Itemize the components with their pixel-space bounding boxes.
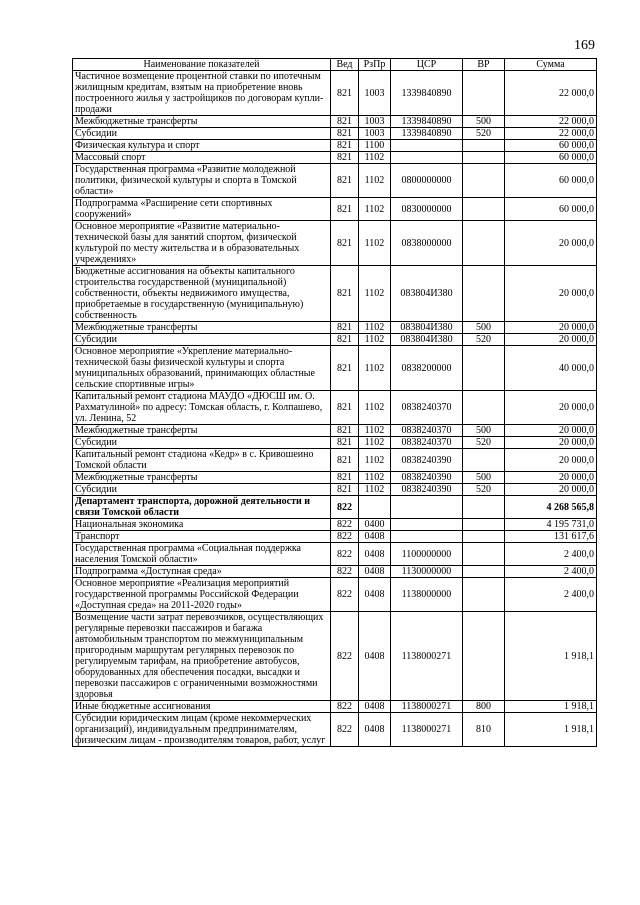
table-row <box>73 322 597 334</box>
row-sum: 20 000,0 <box>505 449 597 472</box>
row-ved: 821 <box>331 391 359 425</box>
row-rzpr: 1102 <box>359 472 391 484</box>
row-csr: 0830000000 <box>391 198 463 221</box>
row-name: Транспорт <box>73 531 331 543</box>
table-row <box>73 152 597 164</box>
row-rzpr: 0408 <box>359 713 391 747</box>
row-vr <box>463 221 505 266</box>
row-name: Национальная экономика <box>73 519 331 531</box>
table-row <box>73 334 597 346</box>
row-name: Основное мероприятие «Развитие материально-технической базы для занятий спортом, физической культурой по месту жительства и в образовательных учреждениях» <box>73 221 331 266</box>
table-row <box>73 701 597 713</box>
row-vr <box>463 266 505 322</box>
row-ved: 821 <box>331 346 359 391</box>
row-sum: 1 918,1 <box>505 701 597 713</box>
row-sum: 60 000,0 <box>505 140 597 152</box>
table-row <box>73 578 597 612</box>
row-name: Иные бюджетные ассигнования <box>73 701 331 713</box>
row-rzpr: 1100 <box>359 140 391 152</box>
row-rzpr: 1102 <box>359 391 391 425</box>
row-csr: 1138000271 <box>391 612 463 701</box>
row-vr: 500 <box>463 472 505 484</box>
header-rzpr: РзПр <box>359 59 391 71</box>
row-sum: 2 400,0 <box>505 578 597 612</box>
row-ved: 821 <box>331 334 359 346</box>
row-rzpr: 1102 <box>359 198 391 221</box>
row-rzpr <box>359 496 391 519</box>
row-sum: 2 400,0 <box>505 566 597 578</box>
row-csr: 1130000000 <box>391 566 463 578</box>
row-ved: 822 <box>331 713 359 747</box>
row-csr <box>391 531 463 543</box>
row-vr <box>463 531 505 543</box>
row-vr <box>463 543 505 566</box>
table-body <box>73 71 597 747</box>
row-csr: 0838240370 <box>391 425 463 437</box>
row-rzpr: 0408 <box>359 543 391 566</box>
row-rzpr: 1102 <box>359 449 391 472</box>
row-sum: 1 918,1 <box>505 713 597 747</box>
row-rzpr: 1003 <box>359 116 391 128</box>
row-name: Межбюджетные трансферты <box>73 425 331 437</box>
table-row <box>73 713 597 747</box>
row-name: Межбюджетные трансферты <box>73 322 331 334</box>
row-csr: 083804И380 <box>391 322 463 334</box>
row-rzpr: 1102 <box>359 322 391 334</box>
row-csr: 1138000271 <box>391 701 463 713</box>
row-ved: 821 <box>331 266 359 322</box>
table-row <box>73 496 597 519</box>
row-vr: 500 <box>463 322 505 334</box>
table-row <box>73 519 597 531</box>
row-name: Бюджетные ассигнования на объекты капитального строительства государственной (муниципальной) собственности, объекты недвижимого имущества, приобретаемые в государственную (муниципальную) собственность <box>73 266 331 322</box>
row-rzpr: 0408 <box>359 566 391 578</box>
row-vr <box>463 164 505 198</box>
table-row <box>73 391 597 425</box>
table-header-row <box>73 59 597 71</box>
table-row <box>73 425 597 437</box>
table-row <box>73 266 597 322</box>
row-rzpr: 1102 <box>359 484 391 496</box>
page-number: 169 <box>574 38 595 53</box>
row-sum: 22 000,0 <box>505 116 597 128</box>
row-ved: 822 <box>331 701 359 713</box>
table-row <box>73 531 597 543</box>
row-name: Межбюджетные трансферты <box>73 116 331 128</box>
row-ved: 821 <box>331 484 359 496</box>
row-ved: 821 <box>331 437 359 449</box>
row-sum: 60 000,0 <box>505 152 597 164</box>
table-row <box>73 346 597 391</box>
header-sum: Сумма <box>505 59 597 71</box>
table-row <box>73 221 597 266</box>
row-vr: 520 <box>463 437 505 449</box>
row-name: Субсидии <box>73 484 331 496</box>
row-ved: 822 <box>331 578 359 612</box>
table-row <box>73 140 597 152</box>
row-ved: 821 <box>331 425 359 437</box>
row-name: Возмещение части затрат перевозчиков, осуществляющих регулярные перевозки пассажиров и багажа автомобильным транспортом по межмуниципальным пригородным маршрутам регулярных перевозок по регулируемым тарифам, на приобретение автобусов, оборудованных для обеспечения посадки, высадки и перевозки пассажиров с ограниченными возможностями здоровья <box>73 612 331 701</box>
row-csr: 1339840890 <box>391 71 463 116</box>
table-row <box>73 198 597 221</box>
row-ved: 821 <box>331 116 359 128</box>
row-rzpr: 1102 <box>359 164 391 198</box>
row-csr: 1100000000 <box>391 543 463 566</box>
row-ved: 821 <box>331 164 359 198</box>
row-ved: 822 <box>331 531 359 543</box>
header-csr: ЦСР <box>391 59 463 71</box>
row-sum: 20 000,0 <box>505 437 597 449</box>
row-name: Подпрограмма «Расширение сети спортивных сооружений» <box>73 198 331 221</box>
row-sum: 20 000,0 <box>505 472 597 484</box>
row-rzpr: 0408 <box>359 701 391 713</box>
row-sum: 20 000,0 <box>505 334 597 346</box>
row-rzpr: 1102 <box>359 346 391 391</box>
row-rzpr: 1003 <box>359 71 391 116</box>
header-ved: Вед <box>331 59 359 71</box>
row-vr: 520 <box>463 128 505 140</box>
row-vr: 500 <box>463 116 505 128</box>
row-ved: 821 <box>331 449 359 472</box>
table-row <box>73 566 597 578</box>
header-vr: ВР <box>463 59 505 71</box>
table-row <box>73 116 597 128</box>
row-sum: 4 195 731,0 <box>505 519 597 531</box>
row-ved: 822 <box>331 566 359 578</box>
row-vr <box>463 496 505 519</box>
row-sum: 4 268 565,8 <box>505 496 597 519</box>
row-name: Субсидии юридическим лицам (кроме некоммерческих организаций), индивидуальным предпринимателям, физическим лицам - производителям товаров, работ, услуг <box>73 713 331 747</box>
row-name: Капитальный ремонт стадиона МАУДО «ДЮСШ им. О. Рахматулиной» по адресу: Томская область, г. Колпашево, ул. Ленина, 52 <box>73 391 331 425</box>
row-rzpr: 1003 <box>359 128 391 140</box>
row-sum: 20 000,0 <box>505 221 597 266</box>
header-name: Наименование показателей <box>73 59 331 71</box>
row-vr: 520 <box>463 334 505 346</box>
row-sum: 20 000,0 <box>505 391 597 425</box>
row-name: Государственная программа «Развитие молодежной политики, физической культуры и спорта в Томской области» <box>73 164 331 198</box>
row-csr: 0838240390 <box>391 472 463 484</box>
table-row <box>73 484 597 496</box>
row-csr: 0838000000 <box>391 221 463 266</box>
row-name: Основное мероприятие «Укрепление материально-технической базы физической культуры и спорта муниципальных образований, принимающих областные сельские спортивные игры» <box>73 346 331 391</box>
row-ved: 821 <box>331 472 359 484</box>
row-rzpr: 1102 <box>359 334 391 346</box>
row-name: Физическая культура и спорт <box>73 140 331 152</box>
row-rzpr: 1102 <box>359 221 391 266</box>
budget-table <box>72 58 597 747</box>
row-vr <box>463 391 505 425</box>
row-vr <box>463 198 505 221</box>
row-sum: 20 000,0 <box>505 425 597 437</box>
row-csr <box>391 140 463 152</box>
row-rzpr: 0408 <box>359 612 391 701</box>
row-rzpr: 1102 <box>359 152 391 164</box>
row-csr: 0838240390 <box>391 449 463 472</box>
row-csr: 1138000271 <box>391 713 463 747</box>
row-csr: 083804И380 <box>391 334 463 346</box>
row-vr <box>463 578 505 612</box>
table-row <box>73 543 597 566</box>
row-name: Департамент транспорта, дорожной деятельности и связи Томской области <box>73 496 331 519</box>
row-ved: 822 <box>331 543 359 566</box>
row-vr: 520 <box>463 484 505 496</box>
row-rzpr: 1102 <box>359 437 391 449</box>
row-name: Капитальный ремонт стадиона «Кедр» в с. Кривошеино Томской области <box>73 449 331 472</box>
row-sum: 22 000,0 <box>505 128 597 140</box>
row-name: Подпрограмма «Доступная среда» <box>73 566 331 578</box>
row-sum: 131 617,6 <box>505 531 597 543</box>
row-vr: 500 <box>463 425 505 437</box>
row-vr <box>463 346 505 391</box>
row-rzpr: 0408 <box>359 578 391 612</box>
row-name: Основное мероприятие «Реализация мероприятий государственной программы Российской Федерации «Доступная среда» на 2011-2020 годы» <box>73 578 331 612</box>
row-csr: 0838240370 <box>391 391 463 425</box>
row-vr <box>463 519 505 531</box>
row-sum: 22 000,0 <box>505 71 597 116</box>
row-vr <box>463 566 505 578</box>
row-ved: 821 <box>331 198 359 221</box>
row-ved: 821 <box>331 140 359 152</box>
row-name: Субсидии <box>73 334 331 346</box>
row-csr: 0838200000 <box>391 346 463 391</box>
row-sum: 60 000,0 <box>505 164 597 198</box>
row-vr <box>463 612 505 701</box>
row-ved: 821 <box>331 128 359 140</box>
row-vr <box>463 152 505 164</box>
row-ved: 821 <box>331 71 359 116</box>
row-rzpr: 0400 <box>359 519 391 531</box>
row-sum: 40 000,0 <box>505 346 597 391</box>
row-csr: 0838240370 <box>391 437 463 449</box>
row-vr <box>463 140 505 152</box>
row-sum: 20 000,0 <box>505 484 597 496</box>
row-rzpr: 1102 <box>359 266 391 322</box>
table-row <box>73 437 597 449</box>
row-vr <box>463 71 505 116</box>
row-name: Частичное возмещение процентной ставки по ипотечным жилищным кредитам, взятым на приобретение вновь построенного жилья у застройщиков по договорам купли-продажи <box>73 71 331 116</box>
row-csr: 1339840890 <box>391 116 463 128</box>
row-rzpr: 0408 <box>359 531 391 543</box>
row-vr: 800 <box>463 701 505 713</box>
row-sum: 1 918,1 <box>505 612 597 701</box>
row-csr: 1339840890 <box>391 128 463 140</box>
row-ved: 822 <box>331 612 359 701</box>
row-csr: 0800000000 <box>391 164 463 198</box>
row-csr: 083804И380 <box>391 266 463 322</box>
table-row <box>73 164 597 198</box>
row-sum: 60 000,0 <box>505 198 597 221</box>
table-row <box>73 449 597 472</box>
row-ved: 822 <box>331 519 359 531</box>
row-ved: 822 <box>331 496 359 519</box>
table-row <box>73 612 597 701</box>
row-sum: 2 400,0 <box>505 543 597 566</box>
row-ved: 821 <box>331 221 359 266</box>
row-name: Субсидии <box>73 128 331 140</box>
row-ved: 821 <box>331 322 359 334</box>
row-csr <box>391 519 463 531</box>
row-name: Межбюджетные трансферты <box>73 472 331 484</box>
row-csr <box>391 496 463 519</box>
row-ved: 821 <box>331 152 359 164</box>
table-row <box>73 472 597 484</box>
row-sum: 20 000,0 <box>505 322 597 334</box>
row-name: Массовый спорт <box>73 152 331 164</box>
row-sum: 20 000,0 <box>505 266 597 322</box>
table-row <box>73 128 597 140</box>
table-row <box>73 71 597 116</box>
row-rzpr: 1102 <box>359 425 391 437</box>
row-vr: 810 <box>463 713 505 747</box>
row-csr: 1138000000 <box>391 578 463 612</box>
row-csr <box>391 152 463 164</box>
row-name: Государственная программа «Социальная поддержка населения Томской области» <box>73 543 331 566</box>
row-vr <box>463 449 505 472</box>
row-csr: 0838240390 <box>391 484 463 496</box>
row-name: Субсидии <box>73 437 331 449</box>
